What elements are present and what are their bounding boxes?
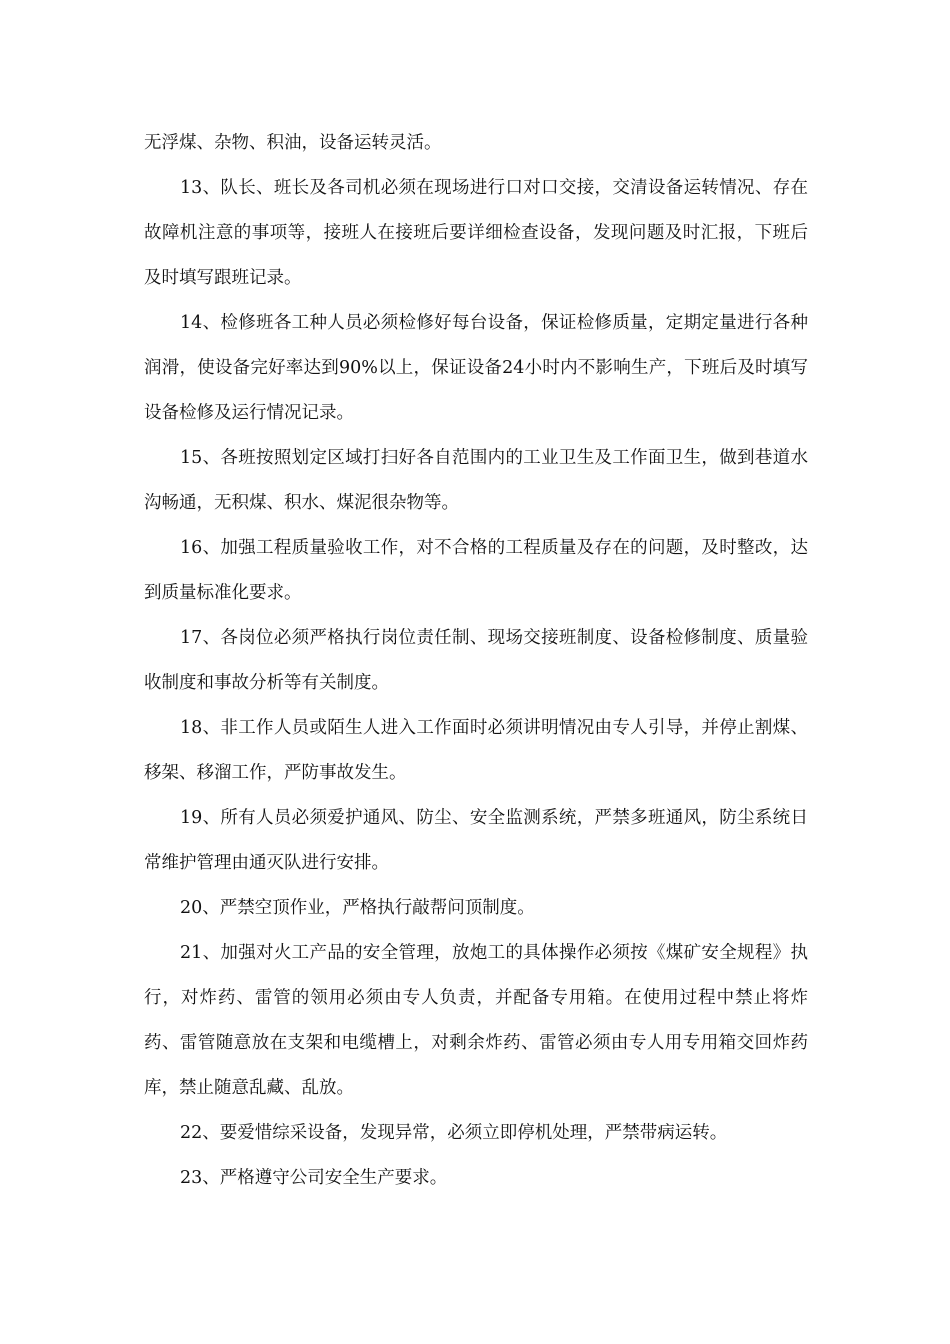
paragraph-item-17: 17、各岗位必须严格执行岗位责任制、现场交接班制度、设备检修制度、质量验收制度和事故分析等有关制度。 <box>144 628 808 693</box>
paragraph-item-19: 19、所有人员必须爱护通风、防尘、安全监测系统，严禁多班通风，防尘系统日常维护管理由通灭队进行安排。 <box>144 808 808 873</box>
paragraph-item-23: 23、严格遵守公司安全生产要求。 <box>180 1168 448 1188</box>
paragraph-item-18: 18、非工作人员或陌生人进入工作面时必须讲明情况由专人引导，并停止割煤、移架、移溜工作，严防事故发生。 <box>144 718 808 783</box>
paragraph-item-22: 22、要爱惜综采设备，发现异常，必须立即停机处理，严禁带病运转。 <box>180 1123 728 1143</box>
paragraph-item-15: 15、各班按照划定区域打扫好各自范围内的工业卫生及工作面卫生，做到巷道水沟畅通，无积煤、积水、煤泥很杂物等。 <box>144 448 808 513</box>
paragraph-continuation: 无浮煤、杂物、积油，设备运转灵活。 <box>144 133 442 153</box>
paragraph-item-13: 13、队长、班长及各司机必须在现场进行口对口交接，交清设备运转情况、存在故障机注意的事项等，接班人在接班后要详细检查设备，发现问题及时汇报，下班后及时填写跟班记录。 <box>144 178 808 288</box>
paragraph-item-14: 14、检修班各工种人员必须检修好每台设备，保证检修质量，定期定量进行各种润滑，使设备完好率达到90%以上，保证设备24小时内不影响生产，下班后及时填写设备检修及运行情况记录。 <box>144 313 808 423</box>
paragraph-item-16: 16、加强工程质量验收工作，对不合格的工程质量及存在的问题，及时整改，达到质量标准化要求。 <box>144 538 808 603</box>
paragraph-item-21: 21、加强对火工产品的安全管理，放炮工的具体操作必须按《煤矿安全规程》执行，对炸药、雷管的领用必须由专人负责，并配备专用箱。在使用过程中禁止将炸药、雷管随意放在支架和电缆槽上，对剩余炸药、雷管必须由专人用专用箱交回炸药库，禁止随意乱藏、乱放。 <box>144 943 808 1098</box>
paragraph-item-20: 20、严禁空顶作业，严格执行敲帮问顶制度。 <box>180 898 535 918</box>
document-body <box>144 121 808 1201</box>
